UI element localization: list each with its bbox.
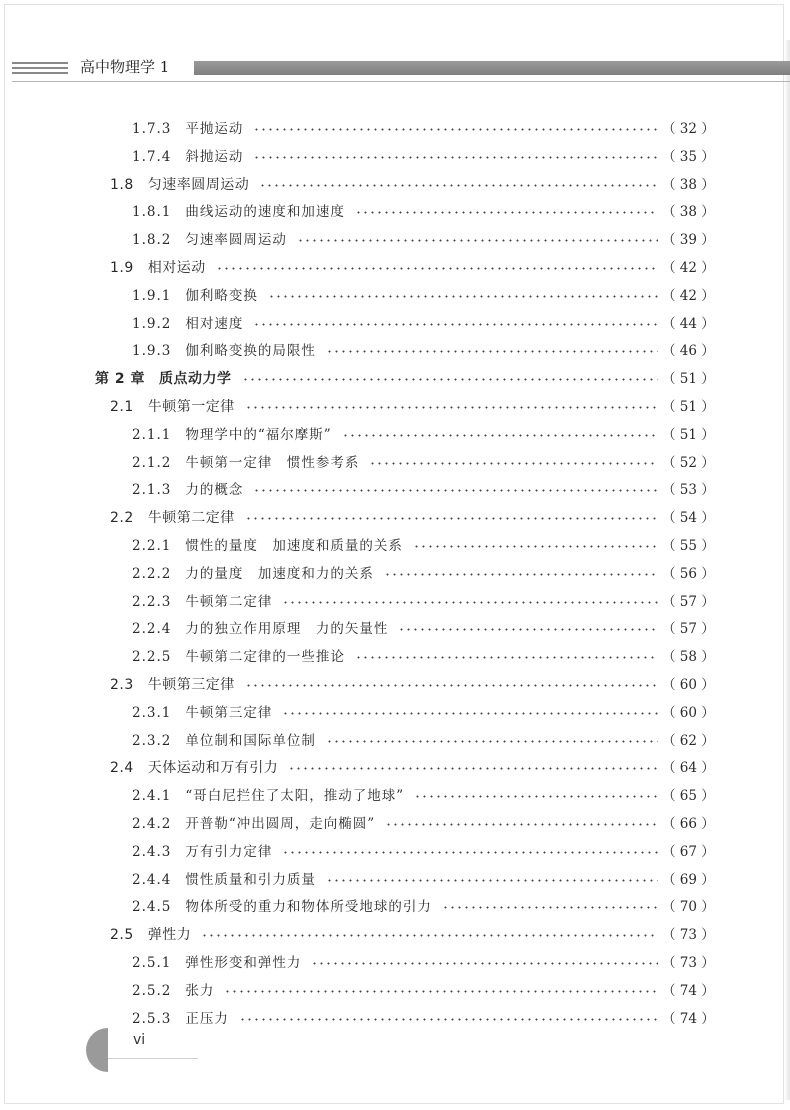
toc-entry-number: 1.8.1 — [132, 204, 172, 221]
toc-entry — [0, 255, 790, 283]
running-header-title: 高中物理学 1 — [80, 58, 170, 76]
toc-entry-page: （ 46 ） — [662, 343, 715, 360]
toc-entry-number: 2.5.2 — [132, 982, 172, 999]
toc-entry-page: （ 69 ） — [662, 871, 715, 888]
toc-entry-page: （ 38 ） — [662, 176, 715, 193]
toc-entry — [0, 199, 790, 227]
toc-entry-number: 2.1.2 — [132, 454, 172, 471]
toc-entry — [0, 728, 790, 756]
toc-entry-label — [132, 839, 272, 866]
toc-entry-number: 1.9 — [110, 259, 134, 276]
toc-entry-page: （ 42 ） — [662, 259, 715, 276]
toc-entry-label — [132, 561, 374, 588]
toc-entry-number: 2.5 — [110, 927, 134, 944]
page-number: vi — [133, 1032, 146, 1048]
toc-entry-title: 质点动力学 — [159, 371, 232, 388]
toc-entry-title: 力的量度 加速度和力的关系 — [185, 565, 374, 582]
toc-leader-dots — [282, 712, 658, 715]
header-rule-ornament — [12, 62, 68, 76]
toc-entry-page: （ 65 ） — [662, 788, 715, 805]
toc-entry-title: 牛顿第二定律 — [185, 593, 273, 610]
toc-entry-title: 万有引力定律 — [185, 843, 273, 860]
toc-entry-number: 2.4.4 — [132, 871, 172, 888]
toc-entry-label — [132, 589, 272, 616]
toc-leader-dots — [326, 350, 658, 353]
toc-entry-number: 2.4.3 — [132, 843, 172, 860]
toc-entry — [0, 172, 790, 200]
toc-entry-label — [132, 533, 403, 560]
toc-entry-label — [110, 255, 206, 282]
toc-entry-title: 物体所受的重力和物体所受地球的引力 — [185, 899, 432, 916]
toc-entry-label — [132, 783, 404, 810]
toc-entry-title: 匀速率圆周运动 — [185, 232, 287, 249]
toc-entry — [0, 144, 790, 172]
toc-leader-dots — [245, 517, 658, 520]
toc-leader-dots — [398, 628, 658, 631]
toc-leader-dots — [326, 740, 658, 743]
toc-entry-page: （ 55 ） — [662, 537, 715, 554]
toc-entry-page: （ 70 ） — [662, 899, 715, 916]
toc-entry-page: （ 35 ） — [662, 148, 715, 165]
toc-entry-title: 力的概念 — [185, 482, 244, 499]
toc-entry-number: 2.5.3 — [132, 1010, 172, 1027]
toc-entry-label — [132, 644, 345, 671]
toc-entry — [0, 811, 790, 839]
toc-entry-label — [132, 950, 301, 977]
toc-entry-title: 匀速率圆周运动 — [147, 176, 250, 193]
toc-leader-dots — [355, 211, 658, 214]
toc-entry-number: 2.1 — [110, 398, 134, 415]
toc-leader-dots — [442, 906, 658, 909]
toc-entry-title: 平抛运动 — [185, 121, 244, 137]
header-underline — [12, 81, 790, 82]
toc-entry-page: （ 44 ） — [662, 315, 715, 332]
toc-leader-dots — [201, 934, 658, 937]
toc-entry-title: 物理学中的“福尔摩斯” — [185, 426, 332, 443]
toc-entry-label — [132, 227, 287, 254]
toc-entry-page: （ 67 ） — [662, 843, 715, 860]
toc-entry — [0, 477, 790, 505]
toc-entry — [0, 227, 790, 255]
toc-entry-page: （ 51 ） — [662, 398, 715, 415]
toc-entry-number: 2.1.3 — [132, 482, 172, 499]
footer-rule — [108, 1058, 198, 1059]
toc-entry-label — [110, 394, 235, 421]
toc-entry-number: 2.3 — [110, 676, 134, 693]
toc-entry-label — [110, 505, 235, 532]
toc-entry-label — [132, 283, 258, 310]
toc-entry — [0, 616, 790, 644]
toc-entry-title: 牛顿第一定律 惯性参考系 — [185, 454, 360, 471]
toc-entry-page: （ 51 ） — [662, 426, 715, 443]
toc-entry-title: 弹性形变和弹性力 — [185, 954, 302, 971]
toc-leader-dots — [245, 406, 658, 409]
toc-entry-page: （ 74 ） — [662, 982, 715, 999]
toc-entry-number: 2.2.1 — [132, 537, 172, 554]
toc-entry-number: 1.7.3 — [132, 121, 172, 137]
toc-entry-title: 正压力 — [185, 1010, 229, 1027]
toc-entry — [0, 561, 790, 589]
toc-entry-number: 2.1.1 — [132, 426, 172, 443]
toc-entry — [0, 589, 790, 617]
toc-entry-title: 力的独立作用原理 力的矢量性 — [185, 621, 389, 638]
toc-entry — [0, 700, 790, 728]
toc-entry-number: 1.9.1 — [132, 287, 172, 304]
toc-entry-page: （ 73 ） — [662, 927, 715, 944]
toc-entry-label — [132, 422, 332, 449]
toc-entry-number: 1.9.3 — [132, 343, 172, 360]
toc-entry — [0, 366, 790, 394]
toc-entry-page: （ 52 ） — [662, 454, 715, 471]
toc-entry-number: 2.3.2 — [132, 732, 172, 749]
toc-leader-dots — [342, 434, 658, 437]
toc-entry-number: 2.3.1 — [132, 704, 172, 721]
toc-entry-number: 2.2.2 — [132, 565, 172, 582]
toc-leader-dots — [282, 851, 658, 854]
toc-leader-dots — [259, 184, 658, 187]
toc-entry-label — [95, 366, 232, 393]
toc-entry-page: （ 58 ） — [662, 649, 715, 666]
toc-entry-label — [132, 728, 316, 755]
toc-entry-label — [110, 172, 249, 199]
toc-entry — [0, 422, 790, 450]
toc-entry-number: 2.4 — [110, 760, 134, 777]
toc-leader-dots — [224, 990, 658, 993]
toc-entry — [0, 672, 790, 700]
table-of-contents — [0, 116, 790, 1033]
toc-entry-label — [110, 755, 278, 782]
toc-entry-number: 2.2 — [110, 510, 134, 527]
toc-leader-dots — [369, 462, 658, 465]
toc-entry-title: 牛顿第二定律 — [147, 510, 235, 527]
toc-entry-title: 惯性的量度 加速度和质量的关系 — [185, 537, 403, 554]
toc-entry-number: 2.5.1 — [132, 954, 172, 971]
toc-entry-title: 伽利略变换 — [185, 287, 258, 304]
toc-entry-title: 牛顿第二定律的一些推论 — [185, 649, 345, 666]
toc-entry — [0, 950, 790, 978]
toc-entry-number: 1.9.2 — [132, 315, 172, 332]
toc-entry-page: （ 38 ） — [662, 204, 715, 221]
toc-leader-dots — [239, 1018, 658, 1021]
toc-entry-page: （ 57 ） — [662, 621, 715, 638]
toc-entry-page: （ 57 ） — [662, 593, 715, 610]
toc-leader-dots — [355, 656, 658, 659]
toc-leader-dots — [413, 545, 658, 548]
toc-leader-dots — [311, 962, 658, 965]
toc-entry-number: 2.2.3 — [132, 593, 172, 610]
toc-entry — [0, 505, 790, 533]
toc-entry-page: （ 62 ） — [662, 732, 715, 749]
toc-entry — [0, 533, 790, 561]
toc-entry-number: 1.8.2 — [132, 232, 172, 249]
toc-entry-number: 2.4.2 — [132, 815, 172, 832]
toc-entry — [0, 894, 790, 922]
toc-entry — [0, 644, 790, 672]
toc-leader-dots — [253, 128, 658, 131]
toc-entry — [0, 450, 790, 478]
toc-entry — [0, 839, 790, 867]
toc-entry-page: （ 64 ） — [662, 760, 715, 777]
toc-entry — [0, 867, 790, 895]
toc-entry-label — [132, 978, 214, 1005]
toc-leader-dots — [253, 323, 658, 326]
toc-entry-page: （ 53 ） — [662, 482, 715, 499]
toc-leader-dots — [414, 795, 658, 798]
toc-entry-page: （ 51 ） — [662, 371, 715, 388]
toc-entry-number: 2.4.1 — [132, 788, 172, 805]
toc-entry-title: 曲线运动的速度和加速度 — [185, 204, 345, 221]
toc-leader-dots — [268, 295, 658, 298]
toc-leader-dots — [288, 767, 658, 770]
toc-entry-number: 2.2.4 — [132, 621, 172, 638]
toc-entry-label — [132, 199, 345, 226]
toc-entry — [0, 978, 790, 1006]
toc-leader-dots — [253, 489, 658, 492]
toc-entry-label — [110, 672, 235, 699]
toc-entry-label — [132, 338, 316, 365]
toc-entry-label — [132, 867, 316, 894]
toc-entry-title: 伽利略变换的局限性 — [185, 343, 316, 360]
toc-entry-page: （ 60 ） — [662, 704, 715, 721]
toc-entry-title: 单位制和国际单位制 — [185, 732, 316, 749]
toc-entry-page: （ 39 ） — [662, 232, 715, 249]
toc-entry-number: 第 2 章 — [95, 371, 145, 388]
toc-entry-title: 牛顿第一定律 — [147, 398, 235, 415]
toc-entry-title: 开普勒“冲出圆周，走向椭圆” — [185, 815, 376, 832]
toc-leader-dots — [297, 239, 658, 242]
toc-entry-number: 1.7.4 — [132, 148, 172, 165]
toc-leader-dots — [245, 684, 658, 687]
toc-entry-label — [132, 1006, 229, 1033]
toc-entry-title: “哥白尼拦住了太阳，推动了地球” — [185, 788, 405, 805]
toc-entry-page: （ 73 ） — [662, 954, 715, 971]
toc-entry-label — [132, 116, 243, 143]
toc-entry — [0, 755, 790, 783]
toc-leader-dots — [384, 573, 658, 576]
toc-entry — [0, 394, 790, 422]
toc-entry-title: 天体运动和万有引力 — [147, 760, 279, 777]
toc-entry-label — [110, 922, 191, 949]
toc-entry — [0, 783, 790, 811]
toc-entry-label — [132, 144, 243, 171]
toc-entry-label — [132, 311, 243, 338]
toc-entry-page: （ 42 ） — [662, 287, 715, 304]
toc-entry-label — [132, 477, 243, 504]
toc-entry — [0, 338, 790, 366]
toc-entry-label — [132, 700, 272, 727]
toc-entry — [0, 311, 790, 339]
toc-entry-title: 张力 — [185, 982, 215, 999]
toc-entry-title: 牛顿第三定律 — [185, 704, 273, 721]
toc-entry-number: 2.2.5 — [132, 649, 172, 666]
toc-leader-dots — [253, 156, 658, 159]
toc-entry-number: 1.8 — [110, 176, 134, 193]
toc-entry-label — [132, 450, 359, 477]
header-bar — [194, 61, 790, 75]
toc-entry-title: 相对速度 — [185, 315, 244, 332]
toc-entry-title: 牛顿第三定律 — [147, 676, 235, 693]
toc-entry-title: 弹性力 — [147, 927, 192, 944]
toc-entry-label — [132, 811, 375, 838]
toc-entry — [0, 922, 790, 950]
toc-entry-page: （ 74 ） — [662, 1010, 715, 1027]
toc-entry-page: （ 54 ） — [662, 510, 715, 527]
toc-entry-label — [132, 616, 388, 643]
toc-entry-label — [132, 894, 432, 921]
toc-leader-dots — [216, 267, 658, 270]
toc-entry-title: 相对运动 — [147, 259, 206, 276]
toc-entry-title: 惯性质量和引力质量 — [185, 871, 316, 888]
toc-entry-number: 2.4.5 — [132, 899, 172, 916]
toc-leader-dots — [385, 823, 658, 826]
toc-entry-title: 斜抛运动 — [185, 148, 244, 165]
toc-entry — [0, 283, 790, 311]
toc-leader-dots — [242, 378, 659, 381]
toc-entry — [0, 116, 790, 144]
toc-leader-dots — [282, 601, 658, 604]
toc-leader-dots — [326, 879, 658, 882]
toc-entry-page: （ 66 ） — [662, 815, 715, 832]
toc-entry-page: （ 56 ） — [662, 565, 715, 582]
toc-entry-page: （ 60 ） — [662, 676, 715, 693]
toc-entry-page: （ 32 ） — [662, 121, 715, 137]
